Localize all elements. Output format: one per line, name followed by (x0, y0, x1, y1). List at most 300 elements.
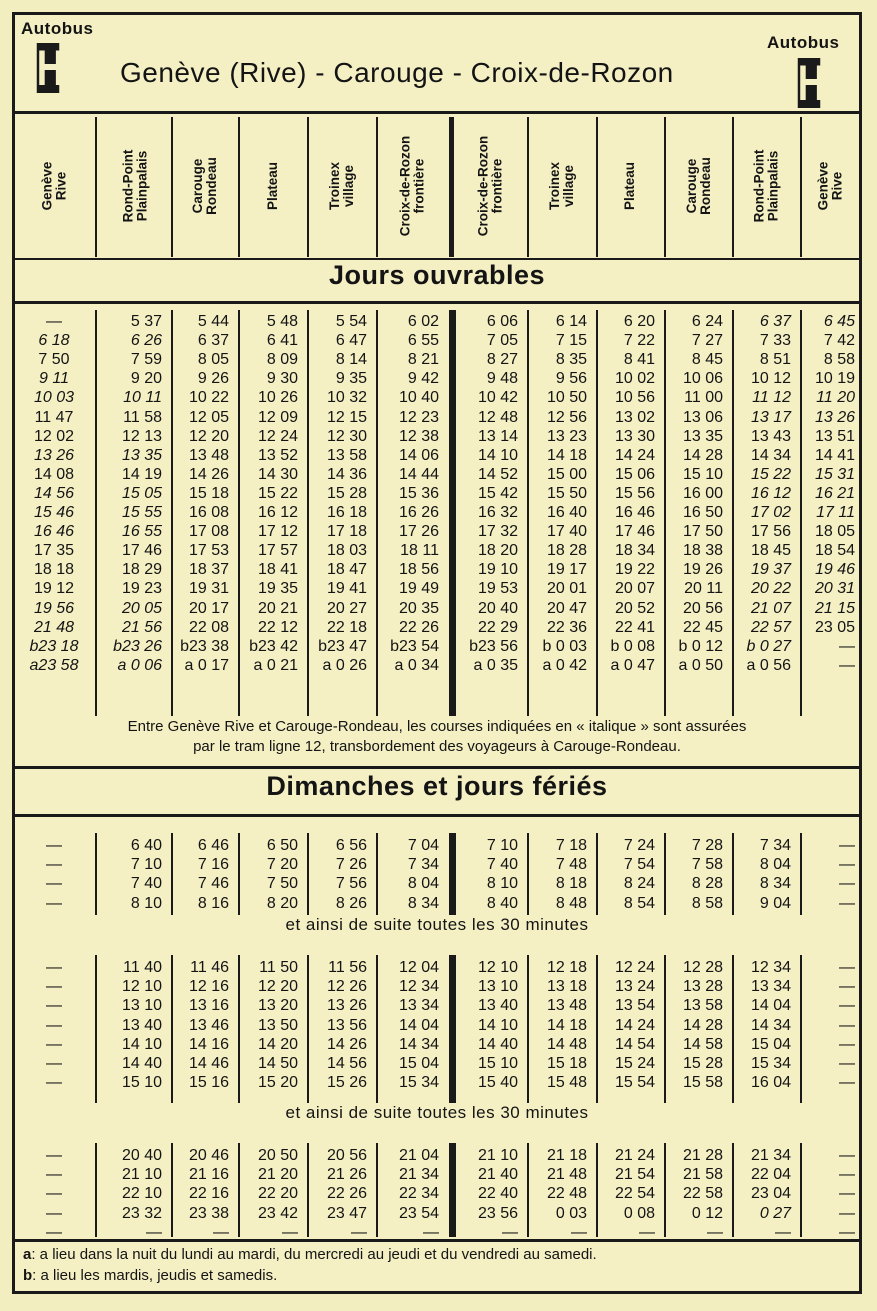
time-cell: 8 14 (335, 351, 367, 369)
time-cell: 10 22 (188, 389, 229, 407)
time-cell: 6 46 (197, 837, 229, 854)
time-cell: 6 26 (130, 332, 162, 350)
time-cell: 14 26 (326, 1035, 367, 1053)
time-cell: 14 56 (326, 1055, 367, 1072)
column-header (240, 115, 306, 257)
time-cell: 21 16 (188, 1166, 229, 1184)
time-cell: 7 18 (555, 837, 587, 854)
time-cell: 22 41 (614, 618, 655, 636)
time-cell: 19 41 (326, 580, 367, 598)
column-separator (664, 1143, 666, 1237)
time-cell: 14 56 (33, 484, 75, 502)
time-cell: 9 35 (335, 370, 367, 388)
time-cell: 13 58 (682, 997, 723, 1015)
column-separator (800, 310, 802, 716)
column-header-label: Croix-de-Rozon frontière (397, 135, 427, 237)
time-cell: 14 10 (121, 1035, 162, 1053)
time-cell: — (839, 1074, 855, 1092)
time-cell: 7 15 (555, 332, 587, 350)
time-cell: — (839, 837, 855, 854)
time-cell: — (839, 1016, 855, 1034)
autobus-label-right: Autobus (767, 33, 840, 52)
time-cell: 20 56 (326, 1147, 367, 1164)
time-cell: 8 21 (407, 351, 439, 369)
time-cell: 19 49 (398, 580, 439, 598)
time-cell: 9 04 (759, 894, 791, 912)
time-cell: 13 43 (750, 427, 791, 445)
column-header-label: Rond-Point Plainpalais (120, 149, 150, 223)
time-cell: 8 18 (555, 875, 587, 893)
time-cell: — (839, 1204, 855, 1222)
time-cell: 23 42 (257, 1204, 298, 1222)
time-cell: 18 54 (814, 542, 855, 560)
time-cell: 13 48 (188, 446, 229, 464)
time-cell: 15 28 (682, 1055, 723, 1072)
time-cell: — (839, 1147, 855, 1164)
time-cell: 0 03 (555, 1204, 587, 1222)
time-cell: 13 51 (814, 427, 855, 445)
time-cell: 12 26 (326, 978, 367, 996)
time-cell: 21 28 (682, 1147, 723, 1164)
time-cell: b23 54 (390, 637, 439, 655)
time-cell: 19 35 (257, 580, 298, 598)
time-cell: 21 20 (257, 1166, 298, 1184)
time-cell: 15 26 (326, 1074, 367, 1092)
time-cell: 13 35 (682, 427, 723, 445)
column-separator (171, 310, 173, 716)
time-cell: 15 18 (546, 1055, 587, 1072)
time-cell: 13 56 (326, 1016, 367, 1034)
time-cell: a 0 06 (117, 656, 162, 674)
time-cell: 20 22 (750, 580, 791, 598)
time-cell: 12 20 (257, 978, 298, 996)
time-cell: 15 04 (398, 1055, 439, 1072)
time-cell: 18 05 (814, 523, 855, 541)
column-separator (376, 1143, 378, 1237)
column-separator (800, 955, 802, 1103)
time-cell: 12 16 (188, 978, 229, 996)
time-cell: 6 50 (266, 837, 298, 854)
time-cell: 12 34 (398, 978, 439, 996)
time-cell: 18 29 (121, 561, 162, 579)
time-cell: 22 08 (188, 618, 229, 636)
time-cell: 14 30 (257, 465, 298, 483)
time-cell: — (775, 1223, 791, 1241)
time-cell: 7 48 (555, 856, 587, 874)
header-column-separator (307, 117, 309, 257)
header-column-separator (596, 117, 598, 257)
time-cell: 7 58 (691, 856, 723, 874)
time-cell: 15 46 (33, 504, 75, 521)
time-cell: 23 54 (398, 1204, 439, 1222)
time-cell: 22 12 (257, 618, 298, 636)
time-cell: 14 20 (257, 1035, 298, 1053)
time-cell: 8 16 (197, 894, 229, 912)
time-cell: 15 24 (614, 1055, 655, 1072)
time-cell: 9 42 (407, 370, 439, 388)
time-cell: 12 18 (546, 959, 587, 976)
time-cell: 10 02 (614, 370, 655, 388)
time-cell: 17 18 (326, 523, 367, 541)
autobus-label-left: Autobus (21, 19, 94, 38)
time-cell: a 0 17 (184, 656, 229, 674)
time-cell: — (46, 837, 62, 854)
header-column-separator (732, 117, 734, 257)
time-cell: 17 02 (750, 504, 791, 521)
time-cell: a23 58 (29, 656, 79, 674)
time-cell: 13 06 (682, 408, 723, 426)
column-header-label: Genève Rive (815, 161, 845, 211)
time-cell: 20 56 (682, 599, 723, 617)
time-cell: 17 26 (398, 523, 439, 541)
time-cell: 6 47 (335, 332, 367, 350)
time-cell: 13 40 (121, 1016, 162, 1034)
time-cell: 18 47 (326, 561, 367, 579)
time-cell: 21 24 (614, 1147, 655, 1164)
time-cell: 9 48 (486, 370, 518, 388)
time-cell: 12 28 (682, 959, 723, 976)
time-cell: 12 15 (326, 408, 367, 426)
time-cell: 13 52 (257, 446, 298, 464)
time-cell: 14 08 (33, 465, 75, 483)
time-cell: 15 22 (750, 465, 791, 483)
time-cell: 12 04 (398, 959, 439, 976)
time-cell: 8 54 (623, 894, 655, 912)
time-cell: 19 22 (614, 561, 655, 579)
time-cell: 14 40 (121, 1055, 162, 1072)
column-separator (664, 310, 666, 716)
column-separator (596, 310, 598, 716)
column-separator (527, 833, 529, 915)
time-cell: 7 26 (335, 856, 367, 874)
time-cell: 13 34 (750, 978, 791, 996)
time-cell: — (46, 856, 62, 874)
time-cell: 16 18 (326, 504, 367, 521)
time-cell: 7 59 (130, 351, 162, 369)
column-header-label: Troinex village (326, 161, 356, 211)
time-cell: — (707, 1223, 723, 1241)
time-cell: 20 40 (477, 599, 518, 617)
time-cell: — (839, 959, 855, 976)
column-separator (307, 833, 309, 915)
time-cell: 8 10 (130, 894, 162, 912)
time-cell: 17 57 (257, 542, 298, 560)
column-separator (95, 1143, 97, 1237)
time-cell: 11 56 (328, 959, 367, 976)
time-cell: a 0 56 (746, 656, 791, 674)
time-cell: 6 14 (555, 313, 587, 330)
header-divider (15, 111, 859, 114)
column-separator (238, 955, 240, 1103)
time-cell: 7 05 (486, 332, 518, 350)
time-cell: 20 35 (398, 599, 439, 617)
time-cell: 14 36 (326, 465, 367, 483)
time-cell: 19 37 (750, 561, 791, 579)
time-cell: 15 36 (398, 484, 439, 502)
time-cell: — (502, 1223, 518, 1241)
interval-note-2: et ainsi de suite toutes les 30 minutes (285, 1103, 589, 1122)
time-cell: — (571, 1223, 587, 1241)
tram-note-line-1: Entre Genève Rive et Carouge-Rondeau, les courses indiquées en « italique » sont assurées (127, 718, 747, 735)
time-cell: 13 58 (326, 446, 367, 464)
time-cell: 23 05 (814, 618, 855, 636)
time-cell: 14 52 (477, 465, 518, 483)
column-separator (171, 833, 173, 915)
time-cell: 22 58 (682, 1185, 723, 1203)
time-cell: 13 35 (121, 446, 162, 464)
time-cell: 20 47 (546, 599, 587, 617)
time-cell: 8 34 (759, 875, 791, 893)
time-cell: 14 28 (682, 446, 723, 464)
column-header (173, 115, 237, 257)
time-cell: 7 40 (486, 856, 518, 874)
time-cell: 7 33 (759, 332, 791, 350)
time-cell: — (46, 978, 62, 996)
column-separator (732, 310, 734, 716)
time-cell: 21 56 (121, 618, 162, 636)
weekday-section-title: Jours ouvrables (328, 260, 546, 290)
time-cell: 13 17 (750, 408, 791, 426)
time-cell: 23 38 (188, 1204, 229, 1222)
route-title: Genève (Rive) - Carouge - Croix-de-Rozon (120, 57, 674, 88)
time-cell: — (46, 1074, 62, 1092)
time-cell: 22 45 (682, 618, 723, 636)
column-separator (800, 1143, 802, 1237)
time-cell: 12 30 (326, 427, 367, 445)
time-cell: 20 01 (546, 580, 587, 598)
time-cell: — (46, 1166, 62, 1184)
time-cell: 11 40 (123, 959, 162, 976)
time-cell: 18 28 (546, 542, 587, 560)
time-cell: b 0 03 (542, 637, 587, 655)
time-cell: 8 45 (691, 351, 723, 369)
time-cell: 12 24 (257, 427, 298, 445)
time-cell: 18 20 (477, 542, 518, 560)
column-header-label: Plateau (622, 161, 638, 211)
column-separator (527, 1143, 529, 1237)
time-cell: 21 58 (682, 1166, 723, 1184)
time-cell: 5 48 (266, 313, 298, 330)
time-cell: 7 04 (407, 837, 439, 854)
time-cell: 10 56 (614, 389, 655, 407)
time-cell: 14 48 (546, 1035, 587, 1053)
time-cell: a 0 34 (394, 656, 439, 674)
time-cell: 15 42 (477, 484, 518, 502)
time-cell: — (839, 656, 855, 674)
time-cell: 15 48 (546, 1074, 587, 1092)
time-cell: — (46, 1016, 62, 1034)
footnote-a-key: a (23, 1246, 32, 1263)
time-cell: 14 10 (477, 446, 518, 464)
time-cell: 14 58 (682, 1035, 723, 1053)
column-separator (449, 310, 456, 716)
time-cell: 15 10 (682, 465, 723, 483)
time-cell: 14 24 (614, 446, 655, 464)
time-cell: 13 26 (326, 997, 367, 1015)
weekday-title-divider (15, 301, 859, 304)
time-cell: 17 40 (546, 523, 587, 541)
time-cell: 16 46 (33, 523, 75, 541)
time-cell: 22 40 (477, 1185, 518, 1203)
time-cell: b 0 08 (610, 637, 655, 655)
time-cell: a 0 21 (253, 656, 298, 674)
time-cell: 18 45 (750, 542, 791, 560)
time-cell: 19 10 (477, 561, 518, 579)
column-separator (376, 310, 378, 716)
time-cell: 7 46 (197, 875, 229, 893)
time-cell: 16 12 (257, 504, 298, 521)
time-cell: 13 30 (614, 427, 655, 445)
h-stop-icon-left: H (36, 40, 64, 96)
time-cell: 17 46 (614, 523, 655, 541)
time-cell: 8 41 (623, 351, 655, 369)
column-header-label: Carouge Rondeau (683, 157, 713, 215)
time-cell: 9 20 (130, 370, 162, 388)
column-separator (664, 833, 666, 915)
time-cell: 9 26 (197, 370, 229, 388)
time-cell: 8 58 (691, 894, 723, 912)
time-cell: 14 34 (398, 1035, 439, 1053)
time-cell: 12 10 (477, 959, 518, 976)
time-cell: 19 26 (682, 561, 723, 579)
time-cell: 7 20 (266, 856, 298, 874)
header-column-separator (95, 117, 97, 257)
time-cell: 5 44 (197, 313, 229, 330)
column-header (455, 115, 526, 257)
column-separator (95, 833, 97, 915)
time-cell: — (46, 875, 62, 893)
time-cell: 20 07 (614, 580, 655, 598)
column-header (802, 115, 859, 257)
time-cell: 22 04 (750, 1166, 791, 1184)
time-cell: 7 24 (623, 837, 655, 854)
time-cell: 13 14 (477, 427, 518, 445)
time-cell: — (839, 1035, 855, 1053)
weekday-end-divider (15, 766, 859, 769)
time-cell: 21 26 (326, 1166, 367, 1184)
column-separator (449, 955, 456, 1103)
time-cell: 22 29 (477, 618, 518, 636)
timetable-card (12, 12, 862, 1294)
column-separator (449, 1143, 456, 1237)
time-cell: 14 34 (750, 446, 791, 464)
time-cell: 8 04 (759, 856, 791, 874)
time-cell: 14 16 (188, 1035, 229, 1053)
time-cell: 13 40 (477, 997, 518, 1015)
time-cell: 8 09 (266, 351, 298, 369)
time-cell: 14 50 (257, 1055, 298, 1072)
time-cell: 7 50 (266, 875, 298, 893)
time-cell: — (46, 1223, 62, 1241)
time-cell: 20 52 (614, 599, 655, 617)
column-separator (307, 310, 309, 716)
time-cell: 17 32 (477, 523, 518, 541)
footnote-b (23, 1265, 277, 1286)
time-cell: 14 10 (477, 1016, 518, 1034)
time-cell: — (46, 313, 62, 330)
column-header (309, 115, 375, 257)
time-cell: 6 20 (623, 313, 655, 330)
column-separator (307, 955, 309, 1103)
time-cell: 12 24 (614, 959, 655, 976)
time-cell: 21 54 (614, 1166, 655, 1184)
time-cell: 21 48 (546, 1166, 587, 1184)
tram-note-line-2: par le tram ligne 12, transbordement des voyageurs à Carouge-Rondeau. (193, 738, 681, 755)
time-cell: — (46, 894, 62, 912)
time-cell: 14 40 (477, 1035, 518, 1053)
time-cell: 22 20 (257, 1185, 298, 1203)
time-cell: 19 46 (814, 561, 855, 579)
time-cell: 8 20 (266, 894, 298, 912)
time-cell: 8 26 (335, 894, 367, 912)
time-cell: 19 23 (121, 580, 162, 598)
time-cell: 19 17 (546, 561, 587, 579)
footnote-a (23, 1244, 597, 1265)
time-cell: 19 12 (33, 580, 75, 598)
time-cell: — (839, 856, 855, 874)
time-cell: b23 56 (469, 637, 518, 655)
time-cell: 15 54 (614, 1074, 655, 1092)
column-separator (238, 310, 240, 716)
time-cell: 13 20 (257, 997, 298, 1015)
time-cell: 10 40 (398, 389, 439, 407)
time-cell: 15 40 (477, 1074, 518, 1092)
time-cell: 13 34 (398, 997, 439, 1015)
sunday-section-title: Dimanches et jours fériés (266, 771, 608, 801)
time-cell: a 0 50 (678, 656, 723, 674)
time-cell: — (839, 978, 855, 996)
column-separator (449, 833, 456, 915)
time-cell: 8 10 (486, 875, 518, 893)
time-cell: 10 42 (477, 389, 518, 407)
time-cell: 15 22 (257, 484, 298, 502)
time-cell: b23 42 (249, 637, 298, 655)
time-cell: 18 56 (398, 561, 439, 579)
column-header (529, 115, 595, 257)
time-cell: 13 10 (121, 997, 162, 1015)
time-cell: 16 04 (750, 1074, 791, 1092)
time-cell: 7 40 (130, 875, 162, 893)
time-cell: — (423, 1223, 439, 1241)
h-stop-icon-right: H (797, 55, 825, 111)
time-cell: 18 37 (188, 561, 229, 579)
time-cell: 21 10 (121, 1166, 162, 1184)
time-cell: 19 31 (188, 580, 229, 598)
time-cell: 8 27 (486, 351, 518, 369)
time-cell: 7 54 (623, 856, 655, 874)
time-cell: — (46, 1035, 62, 1053)
time-cell: 14 19 (121, 465, 162, 483)
time-cell: — (46, 997, 62, 1015)
time-cell: 21 07 (750, 599, 791, 617)
header-column-separator (449, 117, 454, 257)
column-separator (596, 1143, 598, 1237)
time-cell: 16 21 (814, 484, 855, 502)
time-cell: 15 31 (814, 465, 855, 483)
time-cell: 18 03 (326, 542, 367, 560)
time-cell: 15 20 (257, 1074, 298, 1092)
time-cell: 12 02 (33, 427, 75, 445)
time-cell: 15 56 (614, 484, 655, 502)
time-cell: 6 45 (823, 313, 855, 330)
time-cell: b23 38 (180, 637, 229, 655)
time-cell: a 0 35 (473, 656, 518, 674)
time-cell: — (839, 894, 855, 912)
time-cell: 8 58 (823, 351, 855, 369)
time-cell: 13 48 (546, 997, 587, 1015)
time-cell: 7 22 (623, 332, 655, 350)
time-cell: 6 37 (197, 332, 229, 350)
